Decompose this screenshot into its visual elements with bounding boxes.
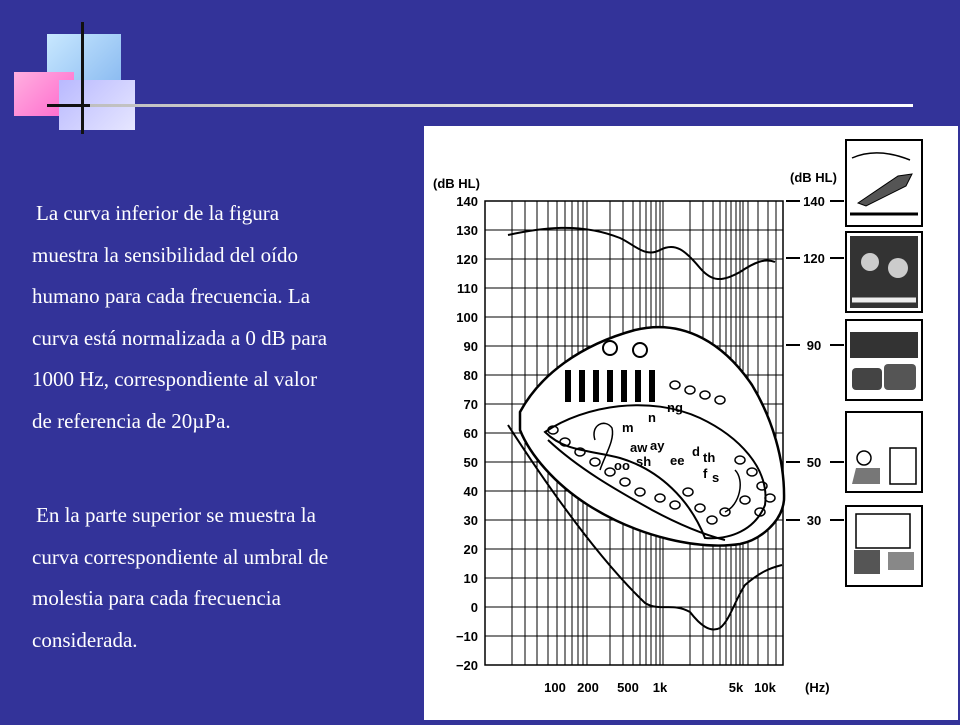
speech-sound-letter: aw [630,440,648,455]
paragraph-line: curva correspondiente al umbral de [32,544,329,569]
paragraph-line: de referencia de 20µPa. [32,408,231,433]
instrument-symbol [649,370,655,402]
paragraph-line: considerada. [32,627,138,652]
speech-sound-letter: ee [670,453,685,468]
instrument-symbol [607,370,613,402]
instrument-symbol [621,370,627,402]
speech-sound-letter: sh [636,454,652,469]
y-tick-label: 120 [456,252,478,267]
right-axis-unit: (dB HL) [790,170,837,185]
right-level-marker: 90 [806,338,822,353]
right-level-marker: 140 [803,194,825,209]
right-level-marker: 120 [803,251,825,266]
audiogram-svg [424,126,958,720]
right-level-marker: 50 [806,455,822,470]
right-level-marker: 30 [806,513,822,528]
y-tick-label: −10 [455,629,478,644]
speech-sound-letter: th [703,450,716,465]
y-tick-label: 60 [463,426,478,441]
x-axis-unit: (Hz) [805,680,830,695]
audiogram-figure [424,126,958,720]
jet-plane-pictogram [846,140,922,226]
paragraph-line: muestra la sensibilidad del oído [32,242,298,267]
y-tick-label: 30 [463,513,478,528]
speech-sound-letter: ng [667,400,683,415]
instrument-symbol [635,370,641,402]
y-tick-label: 70 [463,397,478,412]
y-tick-label: 80 [463,368,478,383]
x-axis-ticks [544,680,776,695]
quiet-room-pictogram [846,506,922,586]
instrument-symbol [565,370,571,402]
speech-sound-letter: f [703,466,708,481]
x-tick-label: 5k [728,680,744,695]
y-tick-label: 90 [463,339,478,354]
x-tick-label: 1k [652,680,668,695]
paragraph-upper-curve [32,495,412,661]
y-tick-label: 40 [463,484,478,499]
y-tick-label: 20 [463,542,478,557]
x-tick-label: 10k [754,680,776,695]
y-tick-label: 100 [456,310,478,325]
y-axis-ticks [456,194,478,673]
speech-sound-letter: d [692,444,700,459]
right-markers [786,194,844,528]
left-axis-unit: (dB HL) [433,176,480,191]
deco-horizontal-line-dark [47,104,95,107]
x-tick-label: 200 [577,680,599,695]
paragraph-line: En la parte superior se muestra la [36,503,316,527]
y-tick-label: 0 [470,600,478,615]
instrument-symbol [579,370,585,402]
y-tick-label: 10 [463,571,478,586]
y-tick-label: 110 [457,281,478,296]
speech-sound-letter: n [648,410,656,425]
y-tick-label: 130 [456,223,478,238]
deco-vertical-line [81,22,84,134]
paragraph-line: humano para cada frecuencia. La [32,284,311,308]
deco-horizontal-rule [90,104,913,107]
speech-sound-letter: ay [650,438,665,453]
y-tick-label: 50 [463,455,478,470]
paragraph-line: curva está normalizada a 0 dB para [32,325,328,350]
y-tick-label: −20 [455,658,478,673]
paragraph-line: La curva inferior de la figura [36,201,280,225]
speech-sound-letter: s [712,470,720,485]
paragraph-line: molestia para cada frecuencia [32,586,281,610]
x-tick-label: 500 [617,680,639,695]
y-tick-label: 140 [456,194,478,209]
traffic-pictogram [846,320,922,400]
paragraph-line: 1000 Hz, correspondiente al valor [32,367,318,391]
speech-sound-letter: m [622,420,634,435]
instrument-symbol [593,370,599,402]
x-tick-label: 100 [544,680,566,695]
paragraph-lower-curve [32,193,412,442]
concert-pictogram [846,232,922,312]
conversation-pictogram [846,412,922,492]
speech-sound-letter: oo [614,458,630,473]
